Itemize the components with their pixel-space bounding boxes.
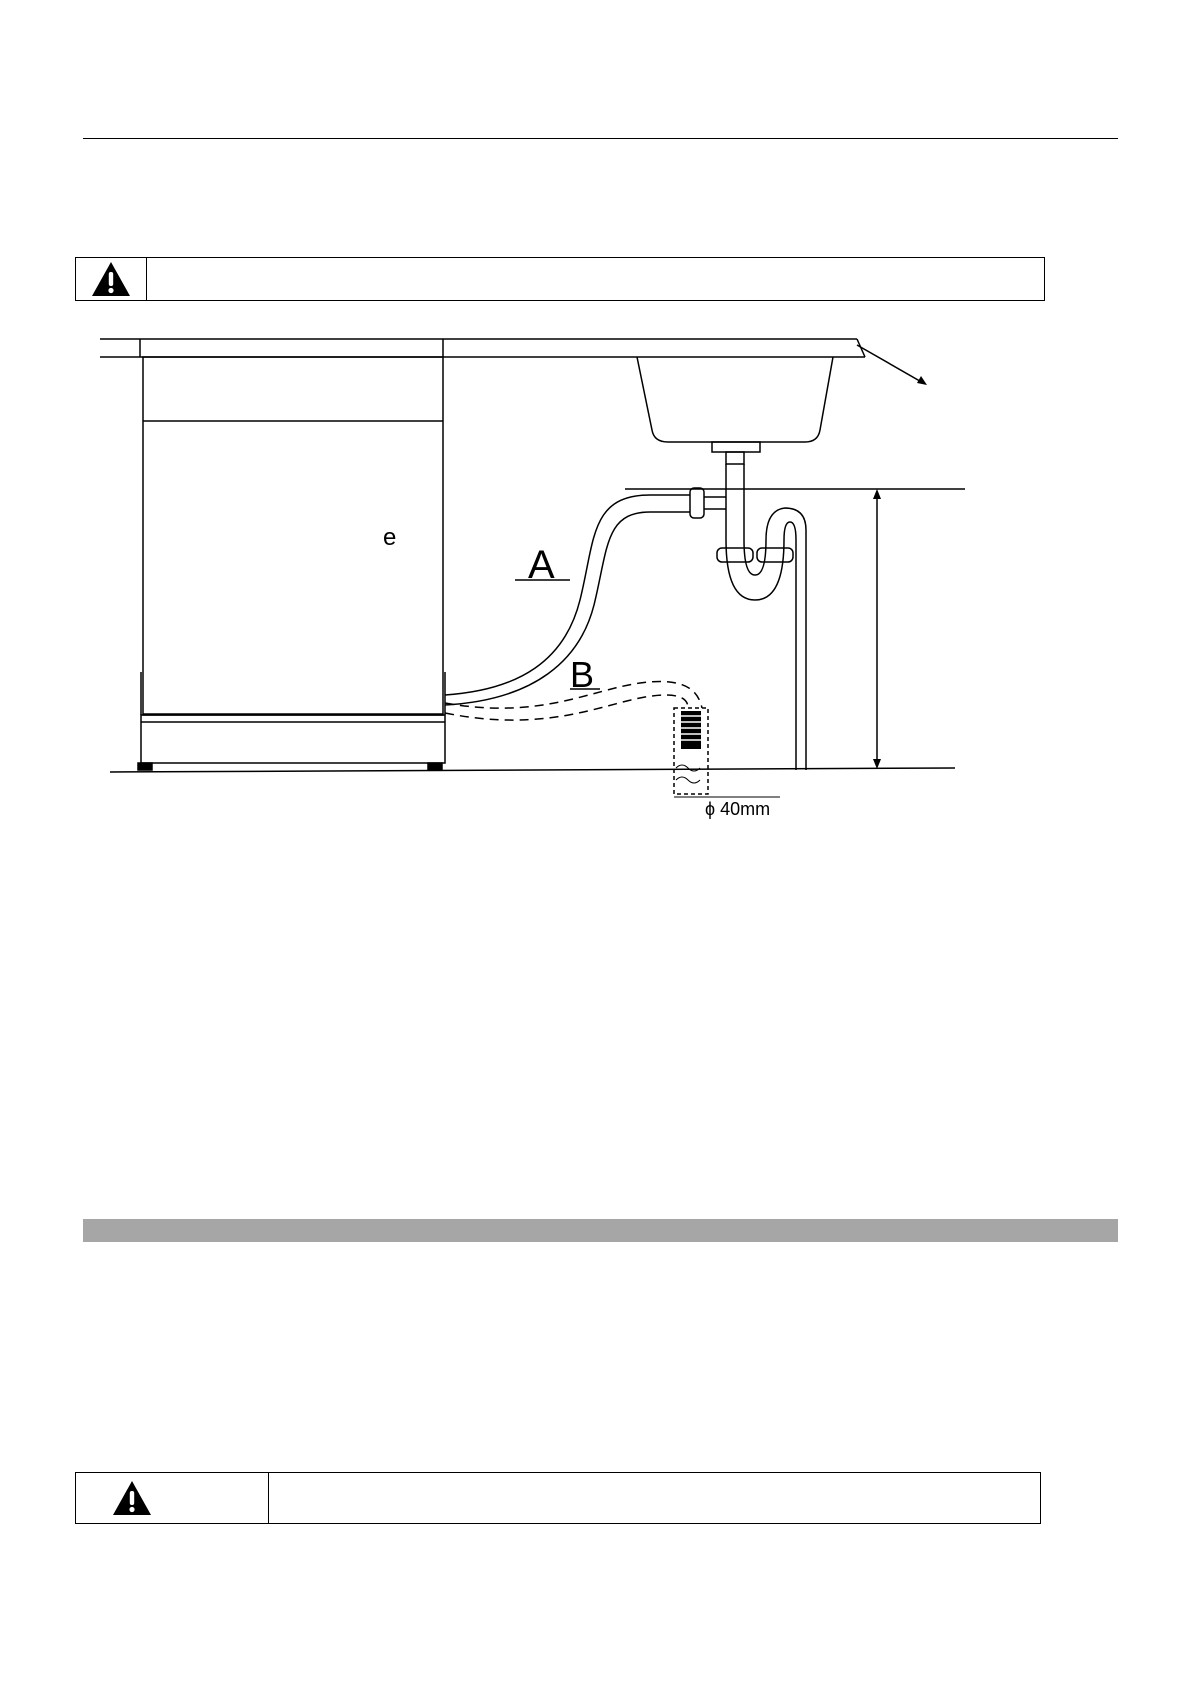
- height-dimension: [873, 489, 881, 769]
- warning-text-bottom: [278, 1473, 1032, 1523]
- drain-installation-diagram: [0, 0, 1191, 840]
- floor-line: [110, 768, 955, 772]
- label-b: B: [570, 654, 595, 695]
- sink: [637, 357, 833, 464]
- countertop-arrow: [857, 345, 927, 385]
- pipe-diameter-label: ϕ 40mm: [705, 799, 771, 819]
- warning-icon-cell: [76, 1473, 269, 1523]
- warning-triangle-icon: [112, 1480, 152, 1516]
- warning-box-bottom: [75, 1472, 1041, 1524]
- label-a: A: [528, 543, 555, 587]
- section-header-bar: [83, 1219, 1118, 1242]
- label-e: e: [383, 524, 397, 551]
- countertop: [100, 339, 865, 357]
- dishwasher: [138, 357, 445, 770]
- drain-hose-a: [445, 495, 690, 705]
